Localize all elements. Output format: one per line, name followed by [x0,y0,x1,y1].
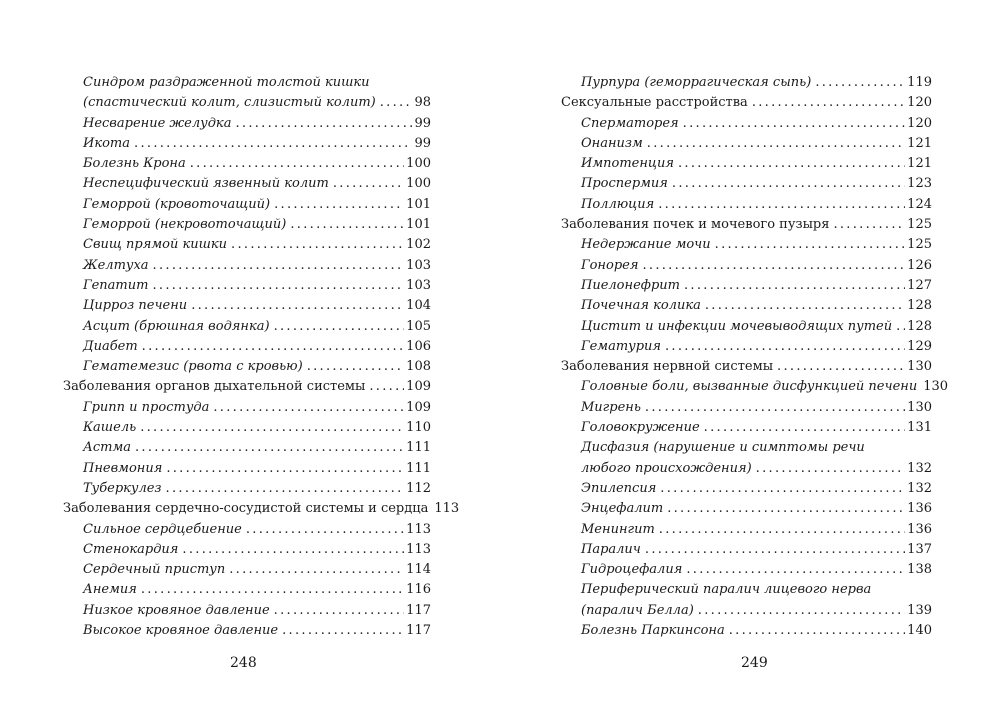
dot-leader [896,317,905,337]
toc-entry-title: Желтуха [83,257,149,273]
dot-leader [833,215,905,235]
dot-leader [182,540,404,560]
toc-entry-title: Геморрой (кровоточащий) [83,196,271,212]
dot-leader [246,520,404,540]
toc-entry[interactable] [63,195,431,215]
toc-entry-title: Цистит и инфекции мочевыводящих путей [581,318,893,334]
right-page [561,73,949,641]
dot-leader [153,256,405,276]
toc-entry-title: Гепатит [83,277,149,293]
toc-entry[interactable] [561,479,932,499]
dot-leader [307,357,404,377]
toc-page-number: 140 [907,623,932,639]
toc-entry[interactable] [561,601,932,621]
toc-entry[interactable] [561,317,932,337]
toc-entry[interactable] [561,540,932,560]
toc-page-number: 103 [406,257,431,273]
toc-entry[interactable] [561,377,949,397]
toc-entry[interactable] [63,256,431,276]
toc-entry-title: Синдром раздраженной толстой кишки [83,75,370,90]
page-number-left: 248 [230,655,257,671]
toc-entry[interactable] [63,398,431,418]
toc-entry-title: Заболевания нервной системы [561,359,774,375]
toc-page-number: 102 [406,237,431,253]
toc-entry-title: любого происхождения) [581,460,752,476]
toc-entry-title: Болезнь Паркинсона [581,623,725,639]
toc-page-number: 126 [907,257,932,273]
toc-page-number: 112 [406,480,431,496]
toc-page-number: 109 [406,399,431,415]
toc-page-number: 131 [907,420,932,436]
toc-entry-title: Свищ прямой кишки [83,237,228,253]
dot-leader [166,459,404,479]
toc-entry[interactable] [63,154,431,174]
toc-entry [63,73,431,93]
toc-entry-title: Туберкулез [83,480,162,496]
toc-entry[interactable] [561,73,932,93]
toc-entry[interactable] [63,520,431,540]
dot-leader [752,93,905,113]
toc-page-number: 100 [406,156,431,172]
toc-entry[interactable] [561,459,932,479]
toc-entry-title: Дисфазия (нарушение и симптомы речи [581,440,865,456]
toc-page-number: 117 [406,602,431,618]
toc-entry[interactable] [561,418,932,438]
dot-leader [135,438,404,458]
toc-page-number: 119 [907,75,932,90]
toc-entry-title: Заболевания сердечно-сосудистой системы и сердца [63,501,429,517]
toc-entry [561,580,932,600]
toc-entry[interactable] [561,337,932,357]
toc-entry[interactable] [63,479,431,499]
toc-page-number: 132 [907,460,932,476]
page-number-right: 249 [741,655,768,671]
toc-entry[interactable] [561,276,932,296]
toc-page-number: 130 [907,399,932,415]
toc-page-number: 132 [907,480,932,496]
toc-page-number: 121 [907,135,932,151]
toc-entry[interactable] [63,215,431,235]
dot-leader [729,621,905,641]
toc-page-number: 99 [414,135,431,151]
toc-entry-title: Анемия [83,582,137,598]
dot-leader [380,93,413,113]
toc-entry[interactable] [63,540,431,560]
toc-entry-title: Заболевания почек и мочевого пузыря [561,217,830,233]
toc-entry-title: Заболевания органов дыхательной системы [63,379,366,395]
toc-page-number: 120 [907,115,932,131]
toc-entry-title: Поллюция [581,196,655,212]
toc-entry-title: Пурпура (геморрагическая сыпь) [581,75,812,90]
toc-page-number: 127 [907,277,932,293]
dot-leader [756,459,906,479]
dot-leader [642,256,905,276]
dot-leader [235,114,412,134]
dot-leader [141,580,404,600]
toc-entry-title: Стенокардия [83,541,179,557]
dot-leader [274,601,405,621]
dot-leader [777,357,905,377]
toc-page-number: 98 [414,95,431,111]
toc-page-number: 106 [406,338,431,354]
dot-leader [191,296,404,316]
toc-entry[interactable] [63,337,431,357]
toc-entry-title: Пиелонефрит [581,277,680,293]
toc-entry-title: Гематурия [581,338,661,354]
toc-entry[interactable] [561,499,932,519]
toc-entry-title: Периферический паралич лицевого нерва [581,582,872,598]
dot-leader [686,560,905,580]
toc-entry-title: Астма [83,440,131,456]
toc-entry[interactable] [63,174,431,194]
toc-entry[interactable] [561,174,932,194]
dot-leader [213,398,404,418]
toc-entry[interactable] [63,134,431,154]
toc-section-heading[interactable] [63,499,460,519]
toc-entry[interactable] [63,276,431,296]
toc-entry[interactable] [63,601,431,621]
dot-leader [698,601,905,621]
dot-leader [678,154,905,174]
toc-entry[interactable] [561,256,932,276]
toc-entry[interactable] [63,621,431,641]
toc-entry[interactable] [561,114,932,134]
toc-section-heading[interactable] [561,215,932,235]
dot-leader [665,337,905,357]
toc-entry[interactable] [63,93,431,113]
toc-page-number: 100 [406,176,431,192]
toc-entry-title: Сильное сердцебиение [83,521,242,537]
toc-page-number: 139 [907,602,932,618]
toc-entry-title: Мигрень [581,399,641,415]
toc-page-number: 108 [406,359,431,375]
dot-leader [369,377,404,397]
toc-entry[interactable] [63,114,431,134]
toc-entry-title: Головные боли, вызванные дисфункцией печени [581,379,918,395]
dot-leader [704,418,906,438]
toc-entry-title: Головокружение [581,420,700,436]
toc-entry-title: Несварение желудка [83,115,232,131]
toc-list-left [63,73,460,641]
toc-entry[interactable] [561,520,932,540]
left-page [63,73,460,641]
toc-entry-title: Высокое кровяное давление [83,623,279,639]
toc-page-number: 113 [406,541,431,557]
dot-leader [152,276,404,296]
toc-entry-title: Сердечный приступ [83,562,226,578]
toc-entry[interactable] [63,560,431,580]
toc-entry-title: Менингит [581,521,655,537]
dot-leader [658,195,905,215]
toc-page-number: 101 [406,196,431,212]
toc-entry[interactable] [63,580,431,600]
toc-section-heading[interactable] [561,93,932,113]
dot-leader [660,479,905,499]
dot-leader [645,398,905,418]
toc-page-number: 138 [907,562,932,578]
toc-entry[interactable] [561,235,932,255]
toc-page-number: 136 [907,521,932,537]
toc-entry-title: (паралич Белла) [581,602,694,618]
toc-entry[interactable] [561,560,932,580]
dot-leader [231,235,404,255]
toc-entry-title: Асцит (брюшная водянка) [83,318,270,334]
toc-page-number: 101 [406,217,431,233]
toc-page-number: 121 [907,156,932,172]
dot-leader [815,73,905,93]
dot-leader [142,337,405,357]
toc-entry-title: Диабет [83,338,138,354]
dot-leader [274,317,405,337]
toc-entry[interactable] [561,195,932,215]
dot-leader [705,296,905,316]
toc-page-number: 136 [907,501,932,517]
toc-entry-title: Сперматорея [581,115,679,131]
dot-leader [166,479,405,499]
toc-page-number: 128 [907,318,932,334]
toc-page-number: 113 [434,501,460,517]
toc-entry-title: Онанизм [581,135,643,151]
toc-entry-title: Проспермия [581,176,668,192]
toc-section-heading[interactable] [561,357,932,377]
toc-entry-title: Энцефалит [581,501,664,517]
toc-entry[interactable] [63,296,431,316]
toc-page-number: 123 [907,176,932,192]
toc-entry-title: (спастический колит, слизистый колит) [83,95,376,111]
toc-entry[interactable] [561,154,932,174]
dot-leader [645,540,905,560]
toc-page-number: 105 [406,318,431,334]
toc-page-number: 116 [406,582,431,598]
toc-entry[interactable] [63,317,431,337]
toc-entry[interactable] [63,235,431,255]
toc-page-number: 111 [406,460,431,476]
toc-page-number: 99 [414,115,431,131]
toc-entry-title: Икота [83,135,131,151]
toc-entry-title: Кашель [83,420,137,436]
dot-leader [684,276,905,296]
toc-page-number: 137 [907,541,932,557]
toc-section-heading[interactable] [63,377,431,397]
toc-page-number: 117 [406,623,431,639]
toc-entry-title: Паралич [581,541,641,557]
toc-entry-title: Грипп и простуда [83,399,210,415]
toc-page-number: 129 [907,338,932,354]
toc-list-right [561,73,949,641]
dot-leader [672,174,905,194]
toc-entry-title: Импотенция [581,156,674,172]
dot-leader [190,154,404,174]
dot-leader [274,195,404,215]
toc-page-number: 120 [907,95,932,111]
toc-entry[interactable] [561,621,932,641]
toc-page-number: 104 [406,298,431,314]
toc-entry[interactable] [63,438,431,458]
toc-page-number: 109 [406,379,431,395]
toc-entry [561,438,932,458]
toc-entry[interactable] [561,134,932,154]
toc-entry[interactable] [63,459,431,479]
dot-leader [647,134,905,154]
toc-page-number: 130 [923,379,949,395]
toc-entry[interactable] [561,296,932,316]
toc-entry-title: Неспецифический язвенный колит [83,176,329,192]
toc-entry-title: Эпилепсия [581,480,657,496]
toc-entry-title: Низкое кровяное давление [83,602,270,618]
toc-page-number: 110 [406,420,431,436]
dot-leader [667,499,905,519]
dot-leader [683,114,906,134]
toc-entry-title: Пневмония [83,460,163,476]
toc-entry-title: Гонорея [581,257,639,273]
toc-entry[interactable] [561,398,932,418]
dot-leader [282,621,404,641]
dot-leader [333,174,404,194]
toc-entry-title: Геморрой (некровоточащий) [83,217,287,233]
toc-entry-title: Недержание мочи [581,237,711,253]
toc-page-number: 125 [907,217,932,233]
toc-entry[interactable] [63,357,431,377]
toc-page-number: 125 [907,237,932,253]
dot-leader [659,520,905,540]
toc-page-number: 128 [907,298,932,314]
toc-page-number: 130 [907,359,932,375]
dot-leader [715,235,906,255]
toc-entry-title: Почечная колика [581,298,701,314]
toc-entry-title: Гематемезис (рвота с кровью) [83,359,303,375]
dot-leader [134,134,412,154]
toc-entry-title: Гидроцефалия [581,562,683,578]
toc-entry-title: Болезнь Крона [83,156,186,172]
dot-leader [229,560,404,580]
toc-entry[interactable] [63,418,431,438]
dot-leader [140,418,404,438]
toc-page-number: 114 [406,562,431,578]
toc-page-number: 113 [406,521,431,537]
toc-page-number: 103 [406,277,431,293]
dot-leader [290,215,404,235]
toc-entry-title: Сексуальные расстройства [561,95,748,111]
toc-entry-title: Цирроз печени [83,298,188,314]
toc-page-number: 124 [907,196,932,212]
toc-page-number: 111 [406,440,431,456]
